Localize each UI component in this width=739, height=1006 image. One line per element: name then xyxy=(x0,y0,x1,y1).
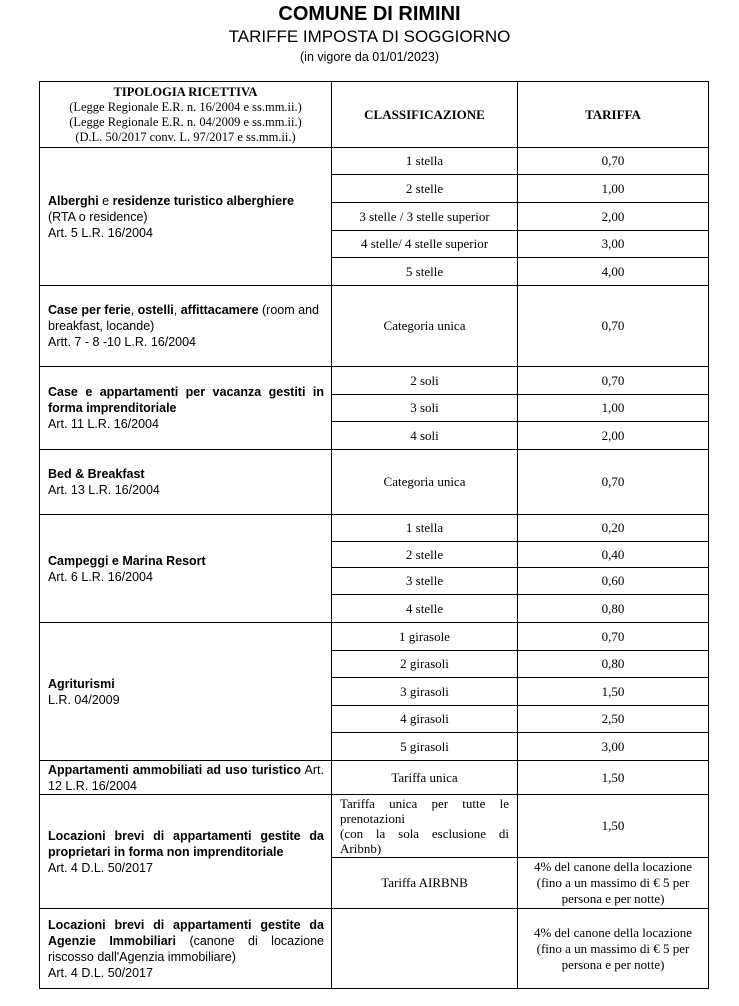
classification-cell: 1 stella xyxy=(332,148,518,175)
header-tipologia: TIPOLOGIA RICETTIVA (Legge Regionale E.R. n. 16/2004 e ss.mm.ii.) (Legge Regionale E.R. n. 04/2009 e ss.mm.ii.) (D.L. 50/2017 conv. L. 97/2017 e ss.mm.ii.) xyxy=(40,82,332,148)
classification-cell: 5 girasoli xyxy=(332,733,518,761)
header-classificazione: CLASSIFICAZIONE xyxy=(332,82,518,148)
classification-cell: 5 stelle xyxy=(332,258,518,286)
classification-cell: Tariffa unica xyxy=(332,761,518,795)
classification-cell: 2 stelle xyxy=(332,175,518,203)
category-appartamenti: Appartamenti ammobiliati ad uso turistico Art. 12 L.R. 16/2004 xyxy=(40,761,332,795)
classification-cell: Categoria unica xyxy=(332,286,518,367)
rate-cell: 1,50 xyxy=(518,795,709,858)
category-campeggi: Campeggi e Marina Resort Art. 6 L.R. 16/2004 xyxy=(40,515,332,623)
tariff-table xyxy=(39,81,709,989)
classification-cell: 2 soli xyxy=(332,367,518,395)
rate-cell: 0,70 xyxy=(518,286,709,367)
rate-cell: 1,50 xyxy=(518,678,709,706)
rate-cell: 1,50 xyxy=(518,761,709,795)
category-locazioni-privati: Locazioni brevi di appartamenti gestite da proprietari in forma non imprenditoriale Art. 4 D.L. 50/2017 xyxy=(40,795,332,909)
rate-cell: 3,00 xyxy=(518,733,709,761)
rate-cell: 0,70 xyxy=(518,148,709,175)
classification-cell: 3 soli xyxy=(332,395,518,422)
category-locazioni-agenzie: Locazioni brevi di appartamenti gestite da Agenzie Immobiliari (canone di locazione riscosso dall'Agenzia immobiliare) Art. 4 D.L. 50/2017 xyxy=(40,909,332,989)
classification-cell: 1 girasole xyxy=(332,623,518,651)
rate-cell: 0,60 xyxy=(518,568,709,595)
rate-cell: 2,00 xyxy=(518,203,709,231)
table-row xyxy=(40,367,709,395)
classification-cell: 3 girasoli xyxy=(332,678,518,706)
table-row xyxy=(40,515,709,542)
rate-cell: 0,80 xyxy=(518,595,709,623)
rate-cell: 0,70 xyxy=(518,367,709,395)
document-subtitle: TARIFFE IMPOSTA DI SOGGIORNO xyxy=(228,27,511,46)
rate-cell: 0,70 xyxy=(518,450,709,515)
classification-cell: 1 stella xyxy=(332,515,518,542)
table-row xyxy=(40,623,709,651)
rate-cell: 2,00 xyxy=(518,422,709,450)
rate-cell: 4,00 xyxy=(518,258,709,286)
validity-date: (in vigore da 01/01/2023) xyxy=(300,50,439,64)
rate-cell: 4% del canone della locazione (fino a un massimo di € 5 per persona e per notte) xyxy=(518,858,709,909)
classification-cell: 4 soli xyxy=(332,422,518,450)
header-tariffa: TARIFFA xyxy=(518,82,709,148)
classification-cell xyxy=(332,909,518,989)
table-row xyxy=(40,450,709,515)
rate-cell: 0,80 xyxy=(518,651,709,678)
category-case-ferie: Case per ferie, ostelli, affittacamere (room and breakfast, locande) Artt. 7 - 8 -10 L.R. 16/2004 xyxy=(40,286,332,367)
classification-cell: 2 stelle xyxy=(332,542,518,568)
classification-cell: Tariffa AIRBNB xyxy=(332,858,518,909)
classification-cell: 4 girasoli xyxy=(332,706,518,733)
table-row xyxy=(40,286,709,367)
rate-cell: 4% del canone della locazione (fino a un massimo di € 5 per persona e per notte) xyxy=(518,909,709,989)
document-title: COMUNE DI RIMINI xyxy=(278,3,461,25)
rate-cell: 0,20 xyxy=(518,515,709,542)
rate-cell: 2,50 xyxy=(518,706,709,733)
classification-cell: 4 stelle xyxy=(332,595,518,623)
table-row xyxy=(40,909,709,989)
category-alberghi: Alberghi e residenze turistico alberghiere (RTA o residence) Art. 5 L.R. 16/2004 xyxy=(40,148,332,286)
rate-cell: 1,00 xyxy=(518,175,709,203)
table-row xyxy=(40,148,709,175)
classification-cell: Tariffa unica per tutte le prenotazioni (con la sola esclusione di Aribnb) xyxy=(332,795,518,858)
classification-cell: 3 stelle / 3 stelle superior xyxy=(332,203,518,231)
classification-cell: 2 girasoli xyxy=(332,651,518,678)
rate-cell: 0,70 xyxy=(518,623,709,651)
rate-cell: 3,00 xyxy=(518,231,709,258)
classification-cell: 3 stelle xyxy=(332,568,518,595)
classification-cell: Categoria unica xyxy=(332,450,518,515)
classification-cell: 4 stelle/ 4 stelle superior xyxy=(332,231,518,258)
table-row xyxy=(40,795,709,858)
rate-cell: 0,40 xyxy=(518,542,709,568)
table-row xyxy=(40,761,709,795)
category-case-vacanza: Case e appartamenti per vacanza gestiti in forma imprenditoriale Art. 11 L.R. 16/2004 xyxy=(40,367,332,450)
table-header-row xyxy=(40,82,709,148)
category-agriturismi: Agriturismi L.R. 04/2009 xyxy=(40,623,332,761)
rate-cell: 1,00 xyxy=(518,395,709,422)
category-bnb: Bed & Breakfast Art. 13 L.R. 16/2004 xyxy=(40,450,332,515)
